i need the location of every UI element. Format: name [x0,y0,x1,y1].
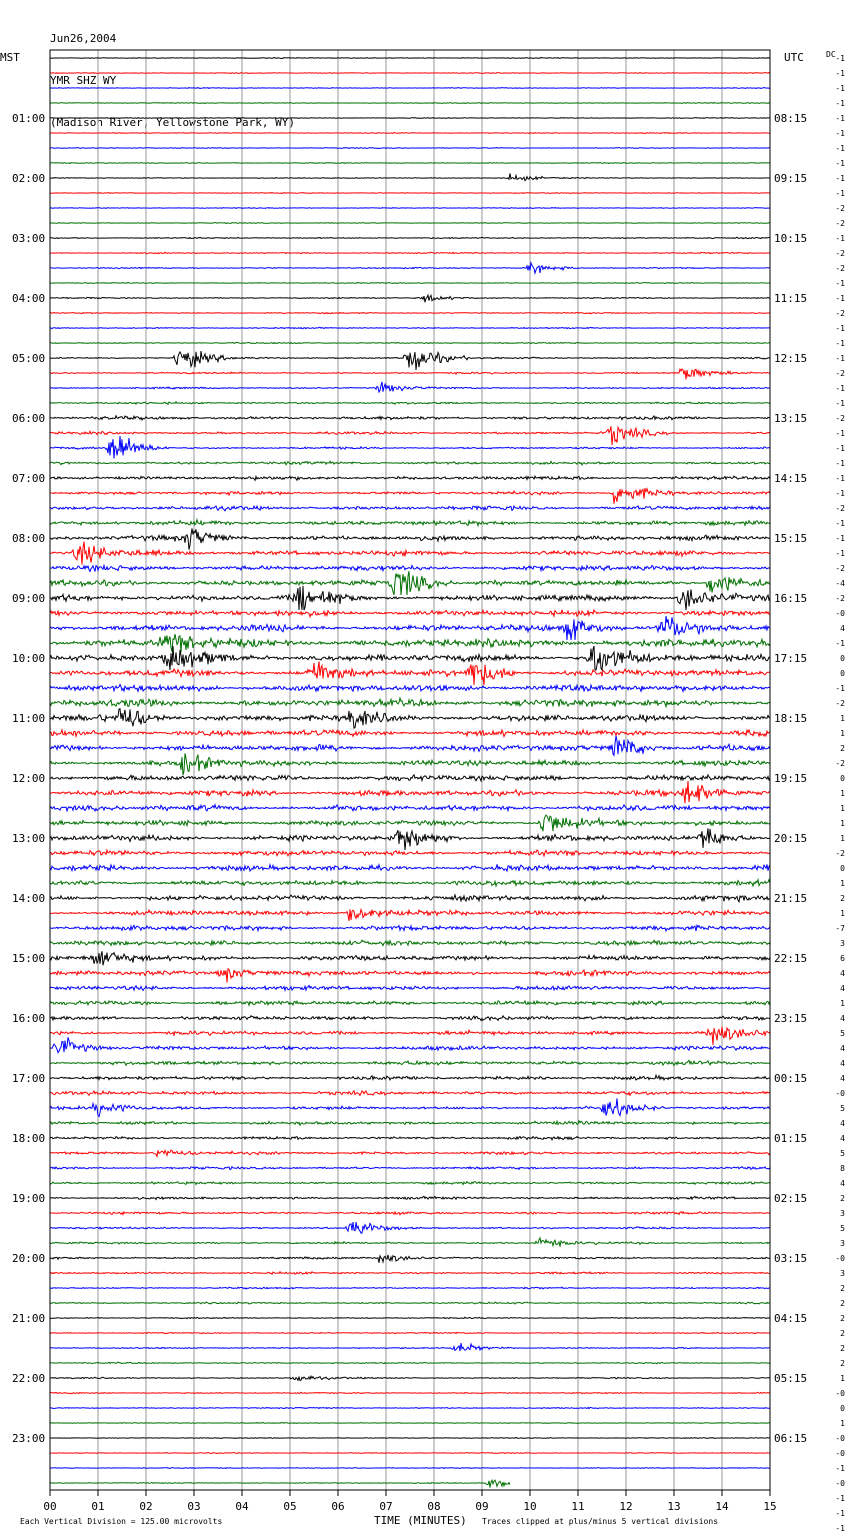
trace-78 [50,1222,770,1233]
dc-offset-label: 2 [840,1344,845,1353]
right-hour-label: 17:15 [774,652,808,665]
trace-58 [50,925,770,931]
dc-offset-label: 6 [840,954,845,963]
dc-offset-label: -1 [835,189,845,198]
trace-6 [50,148,770,149]
dc-offset-label: 3 [840,1209,845,1218]
right-hour-label: 22:15 [774,952,808,965]
dc-offset-label: -7 [835,924,845,933]
dc-offset-label: 2 [840,1329,845,1338]
dc-offset-label: -2 [835,369,845,378]
trace-77 [50,1212,770,1215]
trace-67 [50,1060,770,1065]
trace-55 [50,880,770,886]
dc-offset-label: -2 [835,564,845,573]
right-hour-label: 13:15 [774,412,808,425]
trace-82 [50,1287,770,1289]
dc-offset-label: 2 [840,1314,845,1323]
trace-22 [50,382,770,392]
trace-59 [50,940,770,945]
left-hour-label: 13:00 [12,832,46,845]
left-hour-label: 11:00 [12,712,46,725]
dc-offset-label: 1 [840,1419,845,1428]
trace-85 [50,1332,770,1334]
dc-offset-label: 5 [840,1029,845,1038]
left-hour-label: 04:00 [12,292,46,305]
dc-offset-label: -0 [835,1479,845,1488]
trace-72 [50,1136,770,1139]
x-tick-label: 09 [475,1500,489,1513]
dc-offset-label: 8 [840,1164,845,1173]
dc-offset-label: -1 [835,399,845,408]
dc-offset-label: 5 [840,1224,845,1233]
trace-39 [50,634,770,652]
trace-4 [50,118,770,119]
left-hour-label: 19:00 [12,1192,46,1205]
dc-offset-label: 3 [840,1269,845,1278]
trace-18 [50,327,770,328]
trace-53 [50,850,770,856]
trace-38 [50,616,770,640]
dc-offset-label: -1 [835,1464,845,1473]
trace-45 [50,730,770,737]
left-axis-label: MST [0,51,20,64]
dc-offset-label: 4 [840,984,845,993]
trace-10 [50,208,770,209]
dc-offset-label: -2 [835,219,845,228]
dc-offset-label: -1 [835,69,845,78]
trace-2 [50,88,770,89]
trace-21 [50,369,770,379]
x-tick-label: 05 [283,1500,297,1513]
x-tick-label: 01 [91,1500,105,1513]
right-hour-label: 01:15 [774,1132,808,1145]
x-tick-label: 15 [763,1500,777,1513]
dc-offset-label: -1 [835,519,845,528]
dc-offset-label: -0 [835,1389,845,1398]
dc-offset-label: -1 [835,354,845,363]
trace-16 [50,295,770,302]
trace-76 [50,1196,770,1199]
trace-0 [50,57,770,58]
trace-17 [50,312,770,313]
trace-65 [50,1027,770,1045]
right-hour-label: 12:15 [774,352,808,365]
trace-43 [50,698,770,707]
trace-54 [50,864,770,871]
dc-offset-label: -0 [835,1089,845,1098]
left-hour-label: 12:00 [12,772,46,785]
dc-offset-label: -1 [835,549,845,558]
trace-14 [50,263,770,273]
trace-61 [50,969,770,983]
trace-31 [50,520,770,526]
left-hour-label: 07:00 [12,472,46,485]
right-hour-label: 16:15 [774,592,808,605]
trace-44 [50,709,770,728]
dc-offset-label: -1 [835,294,845,303]
trace-93 [50,1452,770,1453]
x-axis-title: TIME (MINUTES) [374,1514,467,1527]
right-hour-label: 00:15 [774,1072,808,1085]
trace-30 [50,506,770,511]
x-tick-label: 08 [427,1500,441,1513]
dc-header-label: DC [826,50,836,59]
dc-offset-label: -1 [835,279,845,288]
right-hour-label: 15:15 [774,532,808,545]
trace-3 [50,103,770,104]
trace-57 [50,909,770,921]
dc-offset-label: 2 [840,894,845,903]
left-hour-label: 10:00 [12,652,46,665]
trace-24 [50,416,770,420]
dc-offset-label: 4 [840,1179,845,1188]
trace-90 [50,1407,770,1408]
trace-13 [50,252,770,254]
dc-offset-label: 4 [840,1014,845,1023]
trace-25 [50,426,770,445]
dc-offset-label: -2 [835,249,845,258]
right-hour-label: 05:15 [774,1372,808,1385]
dc-offset-label: 4 [840,969,845,978]
right-hour-label: 18:15 [774,712,808,725]
left-hour-label: 02:00 [12,172,46,185]
dc-offset-label: 4 [840,1074,845,1083]
plot-frame [50,50,770,1490]
dc-offset-label: -1 [835,1524,845,1533]
left-hour-label: 14:00 [12,892,46,905]
trace-51 [50,815,770,831]
dc-offset-label: -1 [835,429,845,438]
trace-19 [50,342,770,343]
trace-66 [50,1037,770,1052]
dc-offset-label: -2 [835,414,845,423]
x-tick-label: 11 [571,1500,585,1513]
right-hour-label: 08:15 [774,112,808,125]
dc-offset-label: -1 [835,114,845,123]
dc-offset-label: 2 [840,1284,845,1293]
right-hour-label: 23:15 [774,1012,808,1025]
left-hour-label: 03:00 [12,232,46,245]
x-tick-label: 06 [331,1500,345,1513]
dc-offset-label: -1 [835,174,845,183]
left-hour-label: 06:00 [12,412,46,425]
dc-offset-label: 1 [840,1374,845,1383]
x-tick-label: 14 [715,1500,729,1513]
left-hour-label: 16:00 [12,1012,46,1025]
left-hour-label: 21:00 [12,1312,46,1325]
dc-offset-label: -1 [835,459,845,468]
trace-group [50,57,770,1487]
trace-68 [50,1075,770,1080]
dc-offset-label: -1 [835,639,845,648]
left-hour-label: 17:00 [12,1072,46,1085]
trace-56 [50,895,770,902]
trace-41 [50,662,770,686]
right-hour-label: 02:15 [774,1192,808,1205]
right-axis-label: UTC [784,51,804,64]
dc-offset-label: 0 [840,864,845,873]
dc-offset-labels [835,54,845,1534]
trace-83 [50,1302,770,1304]
trace-50 [50,805,770,811]
trace-88 [50,1376,770,1380]
dc-offset-label: -1 [835,534,845,543]
minute-grid [98,50,722,1490]
dc-offset-label: -0 [835,1254,845,1263]
dc-offset-label: -1 [835,84,845,93]
right-hour-labels [774,112,807,1445]
trace-34 [50,566,770,572]
x-tick-label: 12 [619,1500,633,1513]
dc-offset-label: -1 [835,1494,845,1503]
dc-offset-label: -1 [835,444,845,453]
trace-23 [50,402,770,405]
x-tick-label: 13 [667,1500,681,1513]
trace-42 [50,685,770,692]
trace-52 [50,828,770,850]
trace-73 [50,1150,770,1156]
left-hour-label: 18:00 [12,1132,46,1145]
dc-offset-label: -1 [835,159,845,168]
trace-71 [50,1121,770,1125]
left-hour-label: 22:00 [12,1372,46,1385]
right-hour-label: 10:15 [774,232,808,245]
trace-49 [50,781,770,803]
right-hour-label: 04:15 [774,1312,808,1325]
dc-offset-label: 0 [840,1404,845,1413]
dc-offset-label: -1 [835,384,845,393]
dc-offset-label: -1 [835,54,845,63]
dc-offset-label: 0 [840,774,845,783]
left-hour-label: 08:00 [12,532,46,545]
x-tick-label: 04 [235,1500,249,1513]
trace-37 [50,610,770,617]
trace-48 [50,775,770,781]
dc-offset-label: 2 [840,1359,845,1368]
dc-offset-label: -2 [835,759,845,768]
right-hour-label: 09:15 [774,172,808,185]
dc-offset-label: 4 [840,1059,845,1068]
trace-70 [50,1098,770,1116]
trace-15 [50,283,770,284]
trace-32 [50,528,770,549]
right-hour-label: 11:15 [774,292,808,305]
date-label: Jun26,2004 [50,32,117,45]
left-hour-label: 23:00 [12,1432,46,1445]
trace-87 [50,1362,770,1364]
trace-91 [50,1423,770,1424]
trace-40 [50,646,770,670]
dc-offset-label: 1 [840,999,845,1008]
trace-94 [50,1468,770,1469]
dc-offset-label: 1 [840,729,845,738]
footer-right-note: Traces clipped at plus/minus 5 vertical divisions [482,1517,719,1526]
trace-74 [50,1167,770,1170]
dc-offset-label: -2 [835,204,845,213]
trace-64 [50,1016,770,1021]
trace-92 [50,1438,770,1439]
dc-offset-label: -1 [835,324,845,333]
trace-26 [50,436,770,459]
dc-offset-label: 4 [840,1134,845,1143]
dc-offset-label: 5 [840,1149,845,1158]
trace-20 [50,351,770,370]
dc-offset-label: 1 [840,834,845,843]
trace-86 [50,1343,770,1351]
dc-offset-label: 1 [840,714,845,723]
dc-offset-label: -0 [835,609,845,618]
location-label: (Madison River, Yellowstone Park, WY) [50,116,296,129]
dc-offset-label: -0 [835,1434,845,1443]
dc-offset-label: 1 [840,804,845,813]
left-hour-label: 20:00 [12,1252,46,1265]
left-hour-labels [12,112,45,1445]
trace-12 [50,237,770,239]
dc-offset-label: 2 [840,1299,845,1308]
dc-offset-label: -2 [835,594,845,603]
left-hour-label: 15:00 [12,952,46,965]
dc-offset-label: 5 [840,1104,845,1113]
dc-offset-label: -2 [835,504,845,513]
dc-offset-label: -2 [835,849,845,858]
dc-offset-label: 2 [840,1194,845,1203]
dc-offset-label: -4 [835,579,845,588]
x-tick-label: 07 [379,1500,393,1513]
right-hour-label: 06:15 [774,1432,808,1445]
trace-69 [50,1091,770,1096]
dc-offset-label: 1 [840,909,845,918]
dc-offset-label: -1 [835,234,845,243]
dc-offset-label: -2 [835,699,845,708]
dc-offset-label: 1 [840,879,845,888]
trace-89 [50,1392,770,1394]
right-hour-label: 19:15 [774,772,808,785]
dc-offset-label: -2 [835,309,845,318]
x-axis-ticks [43,1490,776,1513]
dc-offset-label: 4 [840,624,845,633]
trace-60 [50,951,770,965]
dc-offset-label: 3 [840,1239,845,1248]
trace-7 [50,163,770,164]
trace-62 [50,986,770,991]
trace-35 [50,571,770,595]
dc-offset-label: 4 [840,1044,845,1053]
right-hour-label: 20:15 [774,832,808,845]
dc-offset-label: 1 [840,789,845,798]
dc-offset-label: -1 [835,339,845,348]
station-label: YMR SHZ WY [50,74,117,87]
dc-offset-label: 1 [840,819,845,828]
trace-8 [50,173,770,180]
x-tick-label: 10 [523,1500,537,1513]
trace-9 [50,193,770,194]
trace-28 [50,476,770,480]
dc-offset-label: -1 [835,129,845,138]
trace-95 [50,1480,510,1487]
dc-offset-label: -1 [835,684,845,693]
trace-27 [50,461,770,465]
dc-offset-label: -0 [835,1449,845,1458]
x-tick-label: 00 [43,1500,57,1513]
trace-79 [50,1238,770,1247]
trace-47 [50,753,770,775]
right-hour-label: 14:15 [774,472,808,485]
trace-33 [50,542,770,565]
trace-75 [50,1182,770,1185]
trace-29 [50,488,770,504]
dc-offset-label: -1 [835,1509,845,1518]
dc-offset-label: 3 [840,939,845,948]
left-hour-label: 01:00 [12,112,46,125]
dc-offset-label: -1 [835,99,845,108]
dc-offset-label: -1 [835,144,845,153]
x-tick-label: 03 [187,1500,201,1513]
right-hour-label: 03:15 [774,1252,808,1265]
trace-84 [50,1317,770,1318]
dc-offset-label: -2 [835,264,845,273]
trace-81 [50,1272,770,1275]
trace-80 [50,1255,770,1263]
dc-offset-label: 0 [840,669,845,678]
footer-left-note: Each Vertical Division = 125.00 microvolts [20,1517,223,1526]
trace-11 [50,223,770,224]
dc-offset-label: 0 [840,654,845,663]
left-hour-label: 09:00 [12,592,46,605]
dc-offset-label: -1 [835,474,845,483]
trace-1 [50,73,770,74]
x-tick-label: 02 [139,1500,153,1513]
dc-offset-label: 2 [840,744,845,753]
dc-offset-label: 4 [840,1119,845,1128]
dc-offset-label: -1 [835,489,845,498]
trace-63 [50,1001,770,1005]
right-hour-label: 21:15 [774,892,808,905]
trace-46 [50,736,770,755]
left-hour-label: 05:00 [12,352,46,365]
trace-5 [50,133,770,134]
